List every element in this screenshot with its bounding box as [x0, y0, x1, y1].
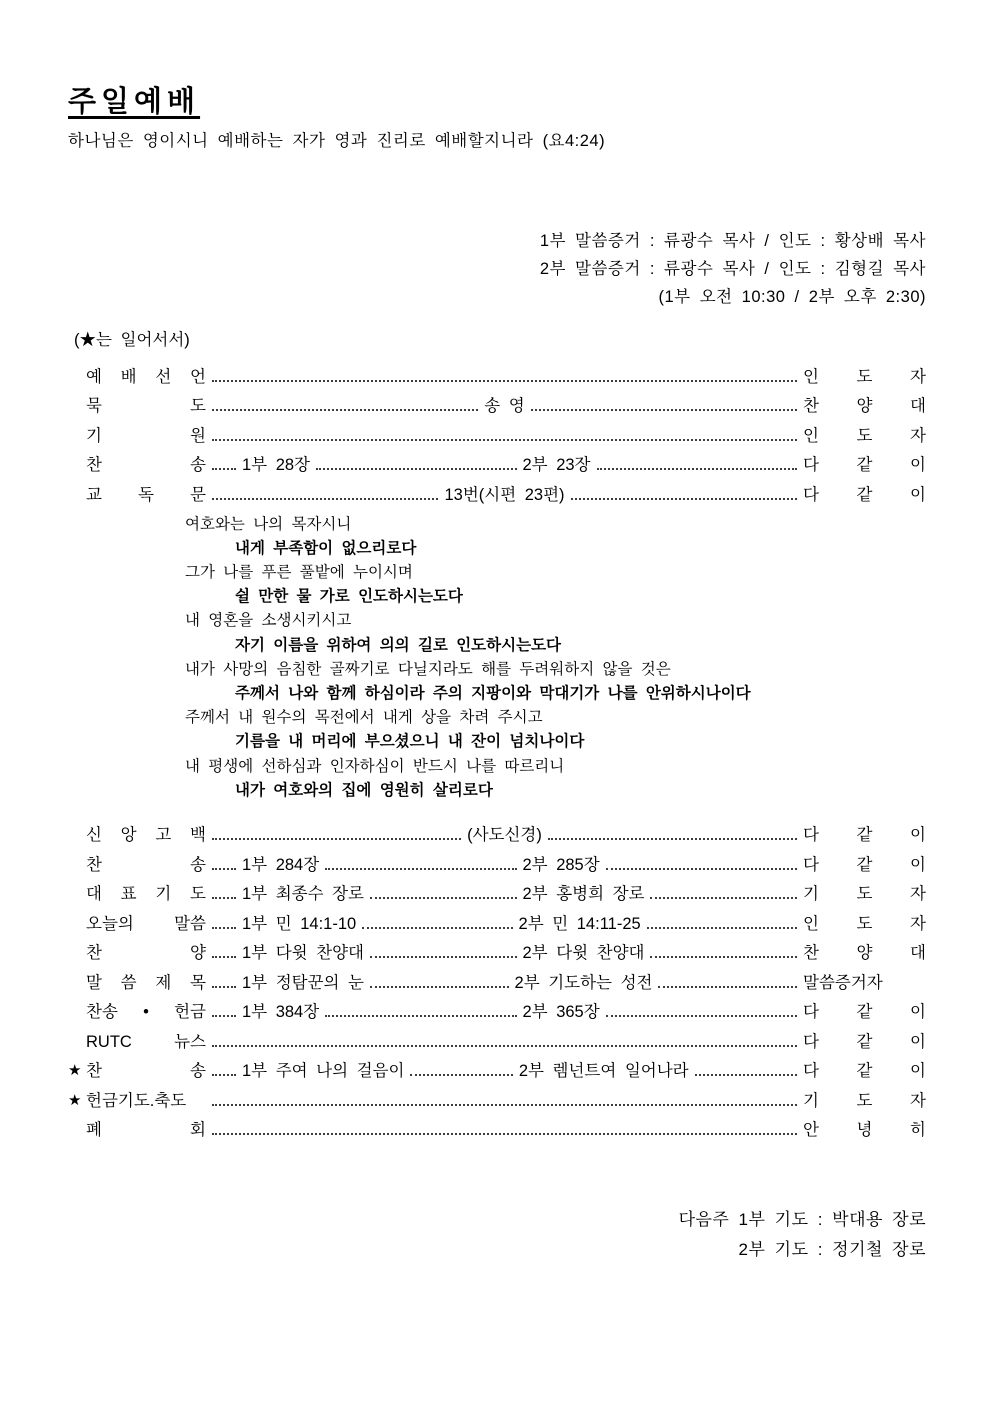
dot-leader — [695, 1074, 797, 1076]
dot-leader — [212, 868, 236, 870]
order-item-detail: 1부 28장 — [242, 456, 310, 474]
star-marker: ★ — [68, 1062, 82, 1080]
order-row — [68, 447, 926, 477]
order-row — [68, 417, 926, 447]
dot-leader — [597, 468, 798, 470]
order-of-worship-block-1 — [68, 358, 926, 506]
order-item-detail: 2부 23장 — [522, 456, 591, 474]
order-item-detail: 2부 다윗 찬양대 — [522, 944, 645, 963]
next-week-prayer-info — [68, 1205, 926, 1265]
order-item-assignee: 기 도 자 — [803, 1091, 926, 1110]
dot-leader — [606, 1015, 797, 1017]
order-row — [68, 476, 926, 506]
dot-leader — [531, 409, 797, 411]
dot-leader — [658, 986, 797, 988]
service-info — [68, 227, 926, 311]
order-row — [68, 994, 926, 1024]
next-week-prayer-line-2: 2부 기도 : 정기철 장로 — [738, 1240, 926, 1260]
order-item-detail: 1부 다윗 찬양대 — [242, 944, 364, 963]
order-item-label: 폐 회 — [86, 1121, 206, 1140]
order-item-assignee: 안 녕 히 — [803, 1121, 926, 1140]
order-item-assignee: 다 같 이 — [803, 1032, 926, 1051]
order-item-detail: 1부 정탐꾼의 눈 — [242, 973, 364, 992]
dot-leader — [212, 986, 236, 988]
order-item-detail: 2부 285장 — [522, 855, 600, 874]
order-item-label: 오늘의 말씀 — [86, 914, 206, 933]
order-item-detail: 2부 365장 — [522, 1003, 600, 1022]
order-item-detail: 1부 284장 — [242, 855, 320, 874]
dot-leader — [212, 1074, 236, 1076]
order-item-assignee: 다 같 이 — [803, 1062, 926, 1081]
reading-line: 기름을 내 머리에 부으셨으니 내 잔이 넘치나이다 — [235, 733, 585, 751]
order-item-detail: 송 영 — [484, 397, 525, 415]
order-item-assignee: 기 도 자 — [803, 885, 926, 904]
order-row — [68, 1023, 926, 1053]
reading-line: 자기 이름을 위하여 의의 길로 인도하시는도다 — [235, 636, 562, 654]
page-header — [68, 84, 926, 153]
order-row — [68, 358, 926, 388]
order-item-detail: 13번(시편 23편) — [444, 485, 565, 504]
dot-leader — [212, 927, 236, 929]
dot-leader — [571, 498, 797, 500]
dot-leader — [548, 838, 797, 840]
dot-leader — [212, 468, 236, 470]
order-row — [68, 876, 926, 906]
reading-line: 주께서 나와 함께 하심이라 주의 지팡이와 막대기가 나를 안위하시나이다 — [235, 684, 751, 702]
service-info-line-1: 1부 말씀증거 : 류광수 목사 / 인도 : 황상배 목사 — [539, 232, 926, 250]
reading-line: 여호와는 나의 목자시니 — [185, 515, 352, 533]
order-item-detail: 1부 최종수 장로 — [242, 885, 364, 904]
reading-line: 내가 사망의 음침한 골짜기로 다닐지라도 해를 두려워하지 않을 것은 — [185, 660, 671, 678]
order-item-assignee: 다 같 이 — [803, 456, 926, 474]
order-item-detail: 1부 주여 나의 걸음이 — [242, 1062, 405, 1081]
dot-leader — [650, 897, 797, 899]
order-item-label: 말 씀 제 목 — [86, 973, 206, 992]
dot-leader — [212, 1133, 797, 1135]
dot-leader — [325, 1015, 516, 1017]
dot-leader — [212, 1045, 797, 1047]
order-item-detail: 1부 384장 — [242, 1003, 320, 1022]
order-item-assignee: 다 같 이 — [803, 826, 926, 845]
dot-leader — [362, 927, 512, 929]
order-row — [68, 905, 926, 935]
reading-line: 내 영혼을 소생시키시고 — [185, 612, 352, 630]
order-item-detail: 2부 기도하는 성전 — [514, 973, 653, 992]
next-week-prayer-line-1: 다음주 1부 기도 : 박대용 장로 — [678, 1210, 926, 1230]
reading-line: 내 평생에 선하심과 인자하심이 반드시 나를 따르리니 — [185, 757, 565, 775]
reading-line: 내게 부족함이 없으리로다 — [235, 539, 417, 557]
dot-leader — [370, 956, 517, 958]
dot-leader — [410, 1074, 512, 1076]
dot-leader — [370, 897, 517, 899]
order-item-detail: 2부 홍병희 장로 — [522, 885, 645, 904]
dot-leader — [212, 838, 461, 840]
order-item-label: 찬 송 — [86, 456, 206, 474]
order-item-assignee: 인 도 자 — [803, 426, 926, 445]
order-item-assignee: 인 도 자 — [803, 914, 927, 933]
order-item-label: 묵 도 — [86, 397, 206, 415]
dot-leader — [212, 409, 478, 411]
order-item-assignee: 인 도 자 — [803, 367, 926, 386]
order-item-label: 헌금기도.축도 — [86, 1091, 187, 1110]
order-row — [68, 1082, 926, 1112]
order-item-label: 대 표 기 도 — [86, 885, 206, 904]
dot-leader — [370, 986, 509, 988]
order-item-label: 예 배 선 언 — [86, 367, 206, 386]
responsive-reading — [185, 513, 926, 803]
order-item-label: RUTC 뉴스 — [86, 1032, 206, 1051]
service-info-times: (1부 오전 10:30 / 2부 오후 2:30) — [658, 288, 926, 306]
order-item-detail: 2부 민 14:11-25 — [518, 914, 641, 933]
dot-leader — [212, 897, 236, 899]
page-title: 주일예배 — [68, 86, 201, 118]
reading-line: 내가 여호와의 집에 영원히 살리로다 — [235, 781, 493, 799]
dot-leader — [325, 868, 516, 870]
order-item-assignee: 찬 양 대 — [803, 397, 926, 415]
order-item-detail: (사도신경) — [467, 826, 542, 845]
dot-leader — [212, 439, 797, 441]
order-row — [68, 964, 926, 994]
order-row — [68, 1053, 926, 1083]
order-item-label: 찬송 • 헌금 — [86, 1003, 206, 1022]
dot-leader — [212, 956, 236, 958]
order-item-assignee: 찬 양 대 — [803, 944, 926, 963]
dot-leader — [212, 498, 438, 500]
order-item-detail: 2부 렘넌트여 일어나라 — [518, 1062, 689, 1081]
star-marker: ★ — [68, 1091, 82, 1109]
dot-leader — [650, 956, 797, 958]
service-info-line-2: 2부 말씀증거 : 류광수 목사 / 인도 : 김형길 목사 — [539, 260, 926, 278]
dot-leader — [606, 868, 797, 870]
scripture-verse: 하나님은 영이시니 예배하는 자가 영과 진리로 예배할지니라 (요4:24) — [68, 132, 606, 150]
dot-leader — [212, 1104, 797, 1106]
dot-leader — [647, 927, 797, 929]
dot-leader — [316, 468, 517, 470]
order-item-detail: 1부 민 14:1-10 — [242, 914, 357, 933]
reading-line: 쉴 만한 물 가로 인도하시는도다 — [235, 588, 463, 606]
order-item-assignee: 다 같 이 — [803, 855, 926, 874]
order-item-label: 교 독 문 — [86, 485, 206, 504]
dot-leader — [212, 380, 797, 382]
order-item-label: 신 앙 고 백 — [86, 826, 206, 845]
order-item-label: 찬 송 — [86, 855, 206, 874]
order-item-label: 기 원 — [86, 426, 206, 445]
order-row — [68, 817, 926, 847]
order-item-assignee: 말씀증거자 — [803, 973, 883, 992]
dot-leader — [212, 1015, 236, 1017]
reading-line: 그가 나를 푸른 풀밭에 누이시며 — [185, 563, 413, 581]
order-item-assignee: 다 같 이 — [803, 485, 927, 504]
order-item-label: 찬 양 — [86, 944, 206, 963]
standing-note: (★는 일어서서) — [74, 331, 190, 349]
order-item-assignee: 다 같 이 — [803, 1003, 926, 1022]
order-row — [68, 388, 926, 418]
order-of-worship-block-2 — [68, 817, 926, 1142]
order-row — [68, 935, 926, 965]
reading-line: 주께서 내 원수의 목전에서 내게 상을 차려 주시고 — [185, 709, 543, 727]
order-row — [68, 1112, 926, 1142]
order-row — [68, 846, 926, 876]
order-item-label: 찬 송 — [86, 1062, 206, 1081]
